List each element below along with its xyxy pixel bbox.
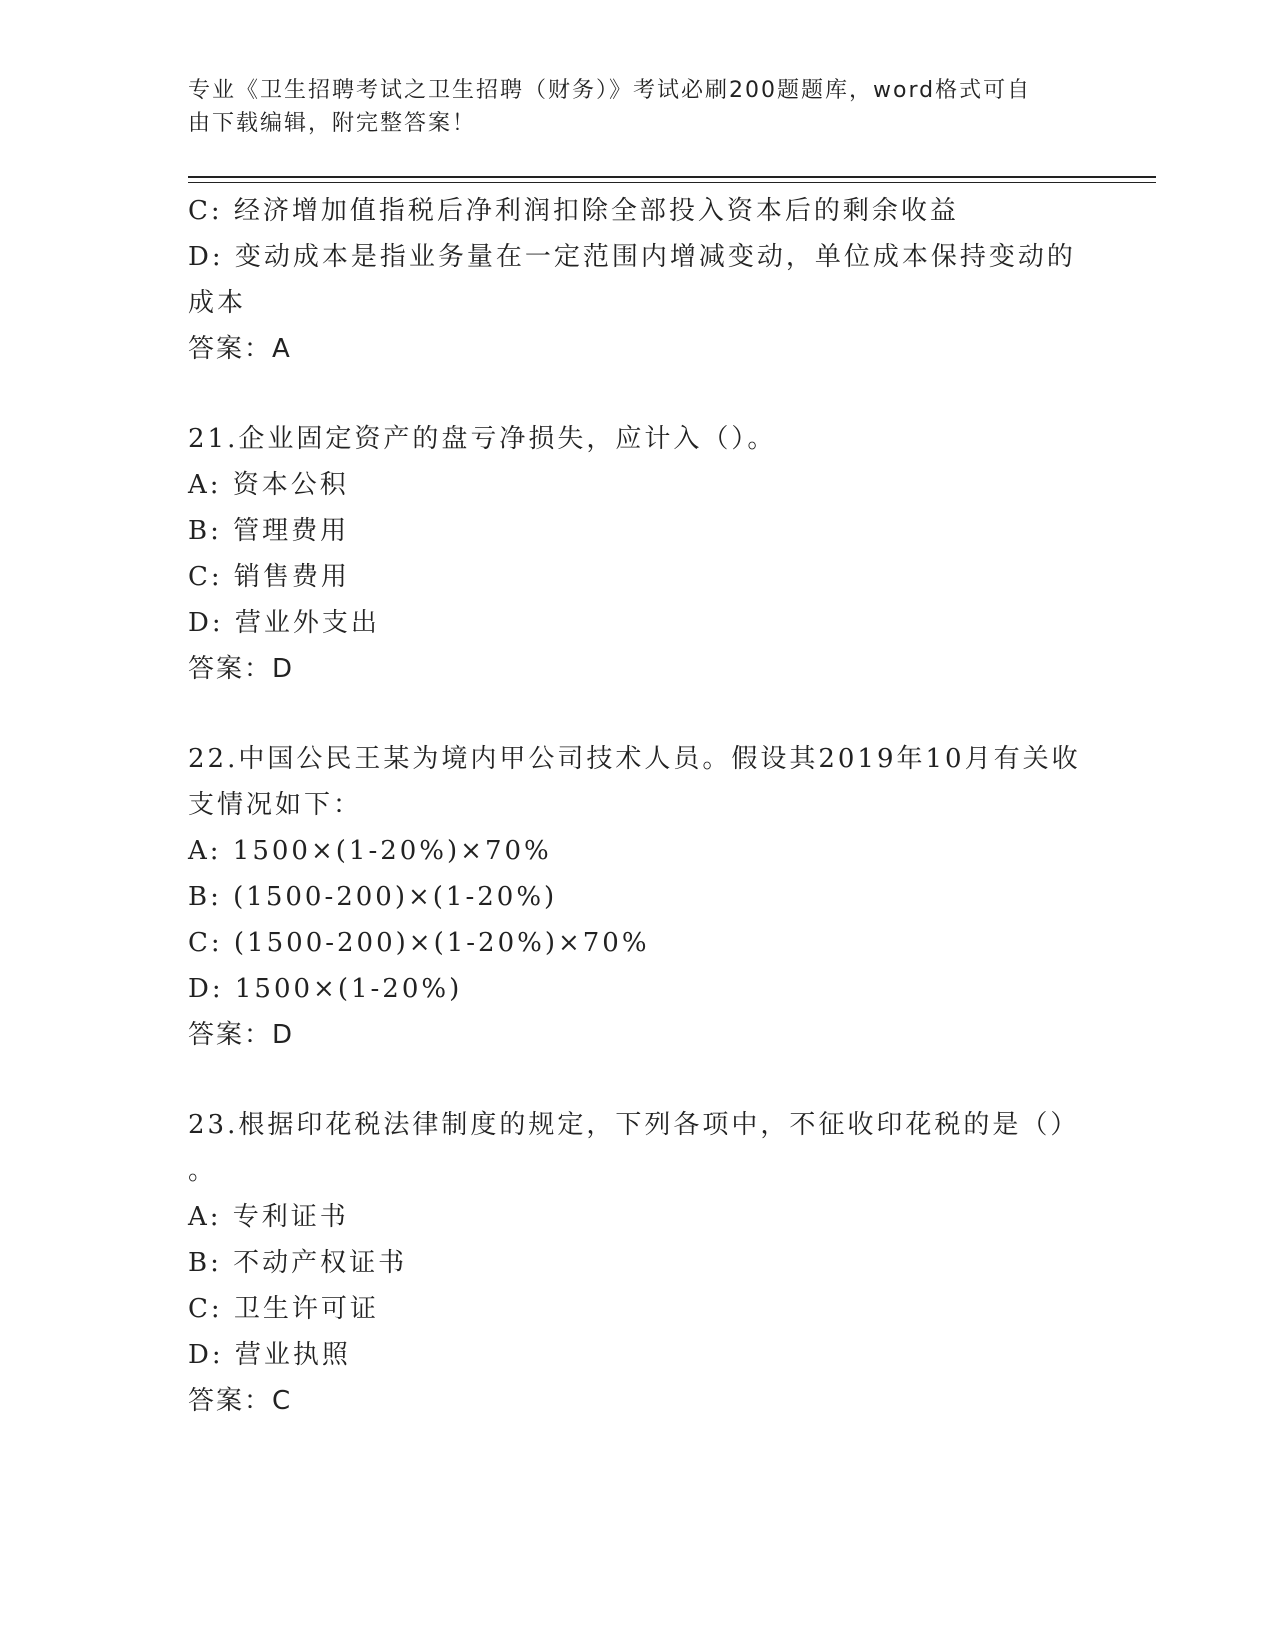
question-stem-continued: 。 <box>188 1156 218 1186</box>
header-line-1: 专业《卫生招聘考试之卫生招聘（财务）》考试必刷200题题库，word格式可自 <box>188 78 1032 103</box>
option-a: A: 1500×(1-20%)×70% <box>188 836 552 866</box>
option-b: B: 管理费用 <box>188 516 350 546</box>
question-stem: 22.中国公民王某为境内甲公司技术人员。假设其2019年10月有关收 <box>188 744 1081 774</box>
option-d: D: 营业外支出 <box>188 608 380 638</box>
previous-question-tail <box>188 188 1088 372</box>
option-d: D: 营业执照 <box>188 1340 351 1370</box>
question-stem: 21.企业固定资产的盘亏净损失，应计入（）。 <box>188 424 777 454</box>
header-rule-thick <box>188 176 1156 178</box>
option-c: C: (1500-200)×(1-20%)×70% <box>188 928 650 958</box>
option-a: A: 资本公积 <box>188 470 349 500</box>
option-b: B: (1500-200)×(1-20%) <box>188 882 558 912</box>
question-22 <box>188 736 1088 1058</box>
option-c: C: 销售费用 <box>188 562 350 592</box>
option-d: D: 变动成本是指业务量在一定范围内增减变动，单位成本保持变动的 <box>188 242 1076 272</box>
option-c: C: 经济增加值指税后净利润扣除全部投入资本后的剩余收益 <box>188 196 959 226</box>
header-line-2: 由下载编辑，附完整答案！ <box>188 111 477 136</box>
option-d-continued: 成本 <box>188 288 247 318</box>
answer-line: 答案：D <box>188 1020 295 1050</box>
option-d: D: 1500×(1-20%) <box>188 974 463 1004</box>
answer-line: 答案：D <box>188 654 295 684</box>
header-rule-thin <box>188 182 1156 183</box>
answer-line: 答案：C <box>188 1386 293 1416</box>
question-23 <box>188 1102 1088 1424</box>
question-21 <box>188 416 1088 692</box>
document-header <box>188 74 1068 140</box>
document-body <box>188 188 1088 1424</box>
option-c: C: 卫生许可证 <box>188 1294 379 1324</box>
question-stem: 23.根据印花税法律制度的规定，下列各项中，不征收印花税的是（） <box>188 1110 1080 1140</box>
answer-line: 答案：A <box>188 334 292 364</box>
option-b: B: 不动产权证书 <box>188 1248 408 1278</box>
question-stem-continued: 支情况如下： <box>188 790 363 820</box>
option-a: A: 专利证书 <box>188 1202 349 1232</box>
